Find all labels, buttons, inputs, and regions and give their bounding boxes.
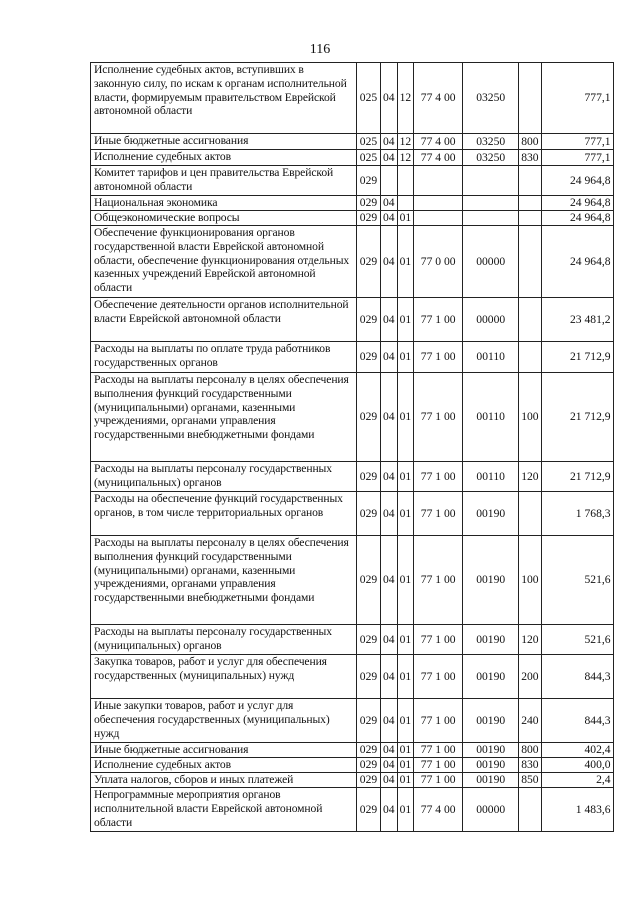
item-name: Расходы на выплаты персоналу в целях обеспечения выполнения функций государственными (муниципальными) органами, казенными учреждениями, органами управления государственными внебюджетными фондами xyxy=(91,373,357,462)
direction-code: 03250 xyxy=(463,150,519,166)
amount: 521,6 xyxy=(541,536,613,625)
expense-type-code xyxy=(519,226,541,298)
item-name: Расходы на выплаты персоналу государственных (муниципальных) органов xyxy=(91,462,357,492)
direction-code: 00190 xyxy=(463,743,519,758)
ministry-code: 029 xyxy=(357,655,381,699)
subsection-code: 01 xyxy=(397,373,414,462)
table-row xyxy=(91,625,614,655)
table-row xyxy=(91,226,614,298)
subsection-code: 12 xyxy=(397,150,414,166)
table-row xyxy=(91,743,614,758)
section-code: 04 xyxy=(381,743,398,758)
table-row xyxy=(91,492,614,536)
section-code: 04 xyxy=(381,134,398,150)
subsection-code: 01 xyxy=(397,536,414,625)
table-row xyxy=(91,758,614,773)
section-code: 04 xyxy=(381,63,398,134)
table-row xyxy=(91,211,614,226)
item-name: Расходы на обеспечение функций государственных органов, в том числе территориальных органов xyxy=(91,492,357,536)
ministry-code: 029 xyxy=(357,298,381,342)
subsection-code: 01 xyxy=(397,625,414,655)
amount: 21 712,9 xyxy=(541,342,613,373)
amount: 400,0 xyxy=(541,758,613,773)
subsection-code: 01 xyxy=(397,298,414,342)
direction-code: 00000 xyxy=(463,788,519,832)
table-row xyxy=(91,699,614,743)
program-code: 77 1 00 xyxy=(414,743,463,758)
section-code: 04 xyxy=(381,298,398,342)
expense-type-code: 830 xyxy=(519,150,541,166)
item-name: Расходы на выплаты по оплате труда работников государственных органов xyxy=(91,342,357,373)
expense-type-code: 100 xyxy=(519,373,541,462)
ministry-code: 029 xyxy=(357,743,381,758)
item-name: Общеэкономические вопросы xyxy=(91,211,357,226)
subsection-code: 01 xyxy=(397,758,414,773)
direction-code xyxy=(463,166,519,196)
program-code xyxy=(414,196,463,211)
subsection-code: 01 xyxy=(397,342,414,373)
section-code: 04 xyxy=(381,373,398,462)
direction-code: 03250 xyxy=(463,63,519,134)
ministry-code: 029 xyxy=(357,373,381,462)
section-code: 04 xyxy=(381,536,398,625)
table-row xyxy=(91,298,614,342)
program-code: 77 4 00 xyxy=(414,788,463,832)
amount: 24 964,8 xyxy=(541,226,613,298)
program-code: 77 1 00 xyxy=(414,536,463,625)
program-code: 77 0 00 xyxy=(414,226,463,298)
table-row xyxy=(91,536,614,625)
item-name: Расходы на выплаты персоналу государственных (муниципальных) органов xyxy=(91,625,357,655)
program-code: 77 4 00 xyxy=(414,134,463,150)
expense-type-code: 120 xyxy=(519,625,541,655)
amount: 777,1 xyxy=(541,63,613,134)
section-code: 04 xyxy=(381,773,398,788)
ministry-code: 029 xyxy=(357,226,381,298)
subsection-code: 01 xyxy=(397,462,414,492)
table-row xyxy=(91,150,614,166)
item-name: Непрограммные мероприятия органов исполнительной власти Еврейской автономной области xyxy=(91,788,357,832)
expense-type-code: 800 xyxy=(519,743,541,758)
subsection-code: 01 xyxy=(397,743,414,758)
item-name: Исполнение судебных актов, вступивших в законную силу, по искам к органам исполнительной власти, формируемым правительством Еврейской автономной области xyxy=(91,63,357,134)
direction-code: 00110 xyxy=(463,342,519,373)
section-code: 04 xyxy=(381,625,398,655)
direction-code: 00190 xyxy=(463,773,519,788)
direction-code xyxy=(463,211,519,226)
subsection-code: 01 xyxy=(397,226,414,298)
subsection-code: 01 xyxy=(397,492,414,536)
ministry-code: 029 xyxy=(357,788,381,832)
subsection-code: 12 xyxy=(397,63,414,134)
amount: 402,4 xyxy=(541,743,613,758)
expense-type-code: 800 xyxy=(519,134,541,150)
amount: 2,4 xyxy=(541,773,613,788)
ministry-code: 025 xyxy=(357,63,381,134)
section-code: 04 xyxy=(381,699,398,743)
table-row xyxy=(91,373,614,462)
ministry-code: 025 xyxy=(357,150,381,166)
expense-type-code xyxy=(519,492,541,536)
subsection-code: 01 xyxy=(397,773,414,788)
amount: 21 712,9 xyxy=(541,373,613,462)
section-code: 04 xyxy=(381,342,398,373)
item-name: Исполнение судебных актов xyxy=(91,150,357,166)
item-name: Обеспечение деятельности органов исполнительной власти Еврейской автономной области xyxy=(91,298,357,342)
section-code: 04 xyxy=(381,150,398,166)
item-name: Исполнение судебных актов xyxy=(91,758,357,773)
expense-type-code: 100 xyxy=(519,536,541,625)
ministry-code: 029 xyxy=(357,758,381,773)
expense-type-code xyxy=(519,298,541,342)
ministry-code: 025 xyxy=(357,134,381,150)
expense-type-code xyxy=(519,166,541,196)
ministry-code: 029 xyxy=(357,536,381,625)
direction-code xyxy=(463,196,519,211)
ministry-code: 029 xyxy=(357,211,381,226)
program-code: 77 1 00 xyxy=(414,625,463,655)
expense-type-code xyxy=(519,788,541,832)
subsection-code: 01 xyxy=(397,788,414,832)
ministry-code: 029 xyxy=(357,625,381,655)
item-name: Иные бюджетные ассигнования xyxy=(91,134,357,150)
amount: 1 483,6 xyxy=(541,788,613,832)
budget-table-body xyxy=(91,63,614,832)
amount: 24 964,8 xyxy=(541,196,613,211)
item-name: Комитет тарифов и цен правительства Еврейской автономной области xyxy=(91,166,357,196)
expense-type-code xyxy=(519,211,541,226)
item-name: Национальная экономика xyxy=(91,196,357,211)
amount: 777,1 xyxy=(541,150,613,166)
ministry-code: 029 xyxy=(357,342,381,373)
expense-type-code: 850 xyxy=(519,773,541,788)
direction-code: 00110 xyxy=(463,462,519,492)
direction-code: 03250 xyxy=(463,134,519,150)
section-code: 04 xyxy=(381,788,398,832)
ministry-code: 029 xyxy=(357,166,381,196)
program-code: 77 4 00 xyxy=(414,150,463,166)
section-code: 04 xyxy=(381,492,398,536)
table-row xyxy=(91,462,614,492)
program-code: 77 1 00 xyxy=(414,773,463,788)
expense-type-code: 200 xyxy=(519,655,541,699)
program-code xyxy=(414,211,463,226)
item-name: Иные закупки товаров, работ и услуг для обеспечения государственных (муниципальных) нужд xyxy=(91,699,357,743)
ministry-code: 029 xyxy=(357,773,381,788)
program-code: 77 1 00 xyxy=(414,298,463,342)
section-code: 04 xyxy=(381,655,398,699)
program-code: 77 1 00 xyxy=(414,342,463,373)
expense-type-code: 830 xyxy=(519,758,541,773)
program-code xyxy=(414,166,463,196)
program-code: 77 1 00 xyxy=(414,373,463,462)
amount: 23 481,2 xyxy=(541,298,613,342)
table-row xyxy=(91,788,614,832)
item-name: Расходы на выплаты персоналу в целях обеспечения выполнения функций государственными (муниципальными) органами, казенными учреждениями, органами управления государственными внебюджетными фондами xyxy=(91,536,357,625)
table-row xyxy=(91,63,614,134)
program-code: 77 1 00 xyxy=(414,462,463,492)
amount: 21 712,9 xyxy=(541,462,613,492)
table-row xyxy=(91,196,614,211)
budget-table xyxy=(90,62,614,832)
direction-code: 00190 xyxy=(463,625,519,655)
subsection-code: 12 xyxy=(397,134,414,150)
table-row xyxy=(91,655,614,699)
amount: 777,1 xyxy=(541,134,613,150)
amount: 24 964,8 xyxy=(541,166,613,196)
expense-type-code xyxy=(519,196,541,211)
program-code: 77 1 00 xyxy=(414,492,463,536)
direction-code: 00110 xyxy=(463,373,519,462)
ministry-code: 029 xyxy=(357,699,381,743)
ministry-code: 029 xyxy=(357,462,381,492)
program-code: 77 1 00 xyxy=(414,758,463,773)
direction-code: 00000 xyxy=(463,298,519,342)
direction-code: 00190 xyxy=(463,655,519,699)
subsection-code: 01 xyxy=(397,211,414,226)
item-name: Закупка товаров, работ и услуг для обеспечения государственных (муниципальных) нужд xyxy=(91,655,357,699)
section-code: 04 xyxy=(381,462,398,492)
item-name: Уплата налогов, сборов и иных платежей xyxy=(91,773,357,788)
program-code: 77 4 00 xyxy=(414,63,463,134)
amount: 521,6 xyxy=(541,625,613,655)
section-code: 04 xyxy=(381,196,398,211)
ministry-code: 029 xyxy=(357,196,381,211)
amount: 844,3 xyxy=(541,655,613,699)
section-code xyxy=(381,166,398,196)
amount: 24 964,8 xyxy=(541,211,613,226)
table-row xyxy=(91,342,614,373)
direction-code: 00190 xyxy=(463,699,519,743)
subsection-code xyxy=(397,196,414,211)
program-code: 77 1 00 xyxy=(414,655,463,699)
page-number: 116 xyxy=(309,42,331,57)
table-row xyxy=(91,134,614,150)
section-code: 04 xyxy=(381,758,398,773)
expense-type-code: 120 xyxy=(519,462,541,492)
program-code: 77 1 00 xyxy=(414,699,463,743)
item-name: Обеспечение функционирования органов государственной власти Еврейской автономной области, обеспечение функционирования отдельных казенных учреждений Еврейской автономной области xyxy=(91,226,357,298)
direction-code: 00190 xyxy=(463,536,519,625)
ministry-code: 029 xyxy=(357,492,381,536)
direction-code: 00000 xyxy=(463,226,519,298)
amount: 1 768,3 xyxy=(541,492,613,536)
direction-code: 00190 xyxy=(463,492,519,536)
subsection-code: 01 xyxy=(397,655,414,699)
subsection-code: 01 xyxy=(397,699,414,743)
amount: 844,3 xyxy=(541,699,613,743)
subsection-code xyxy=(397,166,414,196)
direction-code: 00190 xyxy=(463,758,519,773)
table-row xyxy=(91,773,614,788)
expense-type-code: 240 xyxy=(519,699,541,743)
section-code: 04 xyxy=(381,211,398,226)
expense-type-code xyxy=(519,342,541,373)
item-name: Иные бюджетные ассигнования xyxy=(91,743,357,758)
section-code: 04 xyxy=(381,226,398,298)
expense-type-code xyxy=(519,63,541,134)
table-row xyxy=(91,166,614,196)
